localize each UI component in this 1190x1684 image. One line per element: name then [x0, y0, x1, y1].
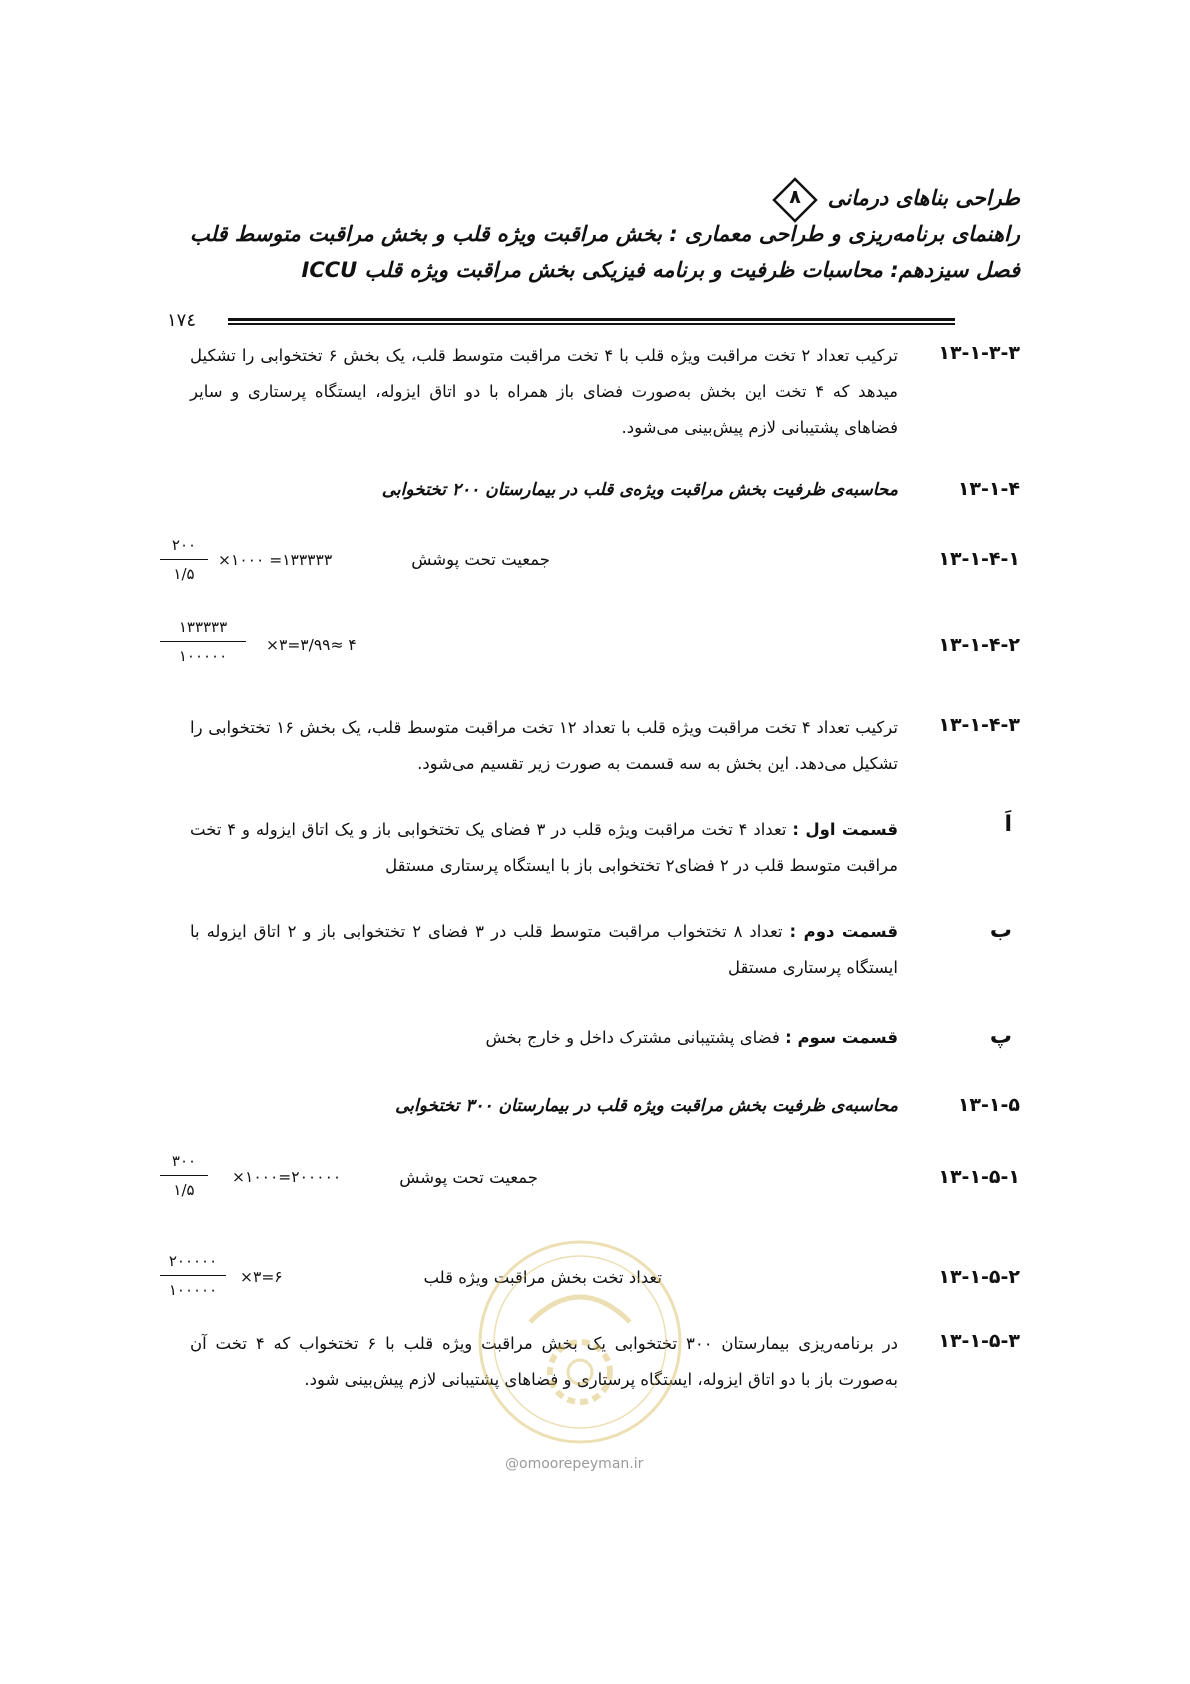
list-letter: اَ — [1004, 812, 1012, 837]
section-number: ۱۳-۱-۴-۱ — [938, 548, 1020, 570]
section-heading: محاسبه‌ی ظرفیت بخش مراقبت ویژه قلب در بیمارستان ۳۰۰ تختخوابی — [395, 1096, 898, 1116]
fraction-numerator: ۲۰۰۰۰۰ — [168, 1252, 218, 1270]
fraction-denominator: ۱/۵ — [173, 1181, 195, 1199]
page-number: ۱۷٤ — [167, 310, 197, 331]
list-item-title: قسمت اول : — [792, 820, 899, 839]
list-letter: پ — [989, 1024, 1012, 1049]
chapter-badge — [772, 177, 818, 223]
watermark-url: @omoorepeyman.ir — [505, 1456, 644, 1472]
list-item-text: تعداد ۴ تخت مراقبت ویژه قلب در ۳ فضای یک تختخوابی باز و یک اتاق ایزوله و ۴ تخت مراقبت متوسط قلب در ۲ فضای۲ تختخوابی باز با ایستگاه پرستاری مستقل — [190, 820, 898, 875]
fraction-denominator: ۱/۵ — [173, 565, 195, 583]
formula-fraction — [160, 1252, 226, 1299]
section-number: ۱۳-۱-۵-۳ — [938, 1330, 1020, 1352]
list-item-text: تعداد ۸ تختخواب مراقبت متوسط قلب در ۳ فضای ۲ تختخوابی باز و ۲ اتاق ایزوله با ایستگاه پرستاری مستقل — [190, 922, 898, 977]
fraction-denominator: ۱۰۰۰۰۰ — [178, 647, 228, 665]
fraction-bar — [160, 641, 246, 642]
section-number: ۱۳-۱-۵-۱ — [938, 1166, 1020, 1188]
fraction-numerator: ۲۰۰ — [171, 536, 197, 554]
chapter-title: فصل سیزدهم: محاسبات ظرفیت و برنامه فیزیکی بخش مراقبت ویژه قلب ICCU — [301, 258, 1020, 282]
book-subtitle: راهنمای برنامه‌ریزی و طراحی معماری : بخش مراقبت ویژه قلب و بخش مراقبت متوسط قلب — [189, 222, 1020, 246]
badge-number: ۸ — [789, 186, 801, 208]
section-number: ۱۳-۱-۵-۲ — [938, 1266, 1020, 1288]
list-item-text: فضای پشتیبانی مشترک داخل و خارج بخش — [485, 1028, 780, 1047]
paragraph: ترکیب تعداد ۲ تخت مراقبت ویژه قلب با ۴ تخت مراقبت متوسط قلب، یک بخش ۶ تختخوابی را تشکیل میدهد که ۴ تخت این بخش به‌صورت فضای باز همراه با دو اتاق ایزوله، ایستگاه پرستاری و سایر فضاهای پشتیبانی لازم پیش‌بینی می‌شود. — [190, 346, 899, 437]
formula-fraction — [160, 536, 208, 583]
fraction-bar — [160, 1175, 208, 1176]
watermark-logo-icon — [470, 1232, 690, 1452]
list-item — [190, 1020, 898, 1056]
formula-label: جمعیت تحت پوشش — [411, 550, 550, 569]
header-rule-thick — [228, 318, 955, 321]
formula-label: تعداد تخت بخش مراقبت ویژه قلب — [423, 1268, 662, 1287]
fraction-denominator: ۱۰۰۰۰۰ — [168, 1281, 218, 1299]
formula-expression: ×۱۰۰۰ =۱۳۳۳۳۳ — [218, 551, 333, 569]
formula-expression: ×۳=۶ — [240, 1268, 283, 1286]
paragraph: ترکیب تعداد ۴ تخت مراقبت ویژه قلب با تعداد ۱۲ تخت مراقبت متوسط قلب، یک بخش ۱۶ تختخوابی را تشکیل می‌دهد. این بخش به سه قسمت به صورت زیر تقسیم می‌شود. — [190, 718, 898, 773]
fraction-numerator: ۱۳۳۳۳۳ — [178, 618, 228, 636]
list-letter: ب — [989, 918, 1012, 943]
formula-fraction — [160, 618, 246, 665]
fraction-bar — [160, 1275, 226, 1276]
section-number: ۱۳-۱-۵ — [957, 1094, 1020, 1116]
section-heading: محاسبه‌ی ظرفیت بخش مراقبت ویژه‌ی قلب در بیمارستان ۲۰۰ تختخوابی — [381, 480, 898, 500]
section-number: ۱۳-۱-۳-۳ — [938, 342, 1020, 364]
list-item — [190, 914, 898, 986]
header-rule-thin — [228, 323, 955, 325]
fraction-bar — [160, 559, 208, 560]
book-title: طراحی بناهای درمانی — [827, 186, 1020, 210]
formula-expression: ×۳=۳/۹۹≈ ۴ — [266, 636, 357, 654]
section-number: ۱۳-۱-۴-۳ — [938, 714, 1020, 736]
section-number: ۱۳-۱-۴ — [957, 478, 1020, 500]
formula-expression: ×۱۰۰۰=۲۰۰۰۰۰ — [232, 1168, 342, 1186]
section-number: ۱۳-۱-۴-۲ — [938, 634, 1020, 656]
list-item-title: قسمت دوم : — [789, 922, 898, 941]
formula-fraction — [160, 1152, 208, 1199]
formula-label: جمعیت تحت پوشش — [399, 1168, 538, 1187]
list-item-title: قسمت سوم : — [785, 1028, 898, 1047]
paragraph: در برنامه‌ریزی بیمارستان ۳۰۰ تختخوابی یک بخش مراقبت ویژه قلب با ۶ تختخواب که ۴ تخت آن به‌صورت باز با دو اتاق ایزوله، ایستگاه پرستاری و فضاهای پشتیبانی لازم پیش‌بینی شود. — [190, 1334, 899, 1389]
list-item — [190, 812, 898, 884]
fraction-numerator: ۳۰۰ — [171, 1152, 197, 1170]
